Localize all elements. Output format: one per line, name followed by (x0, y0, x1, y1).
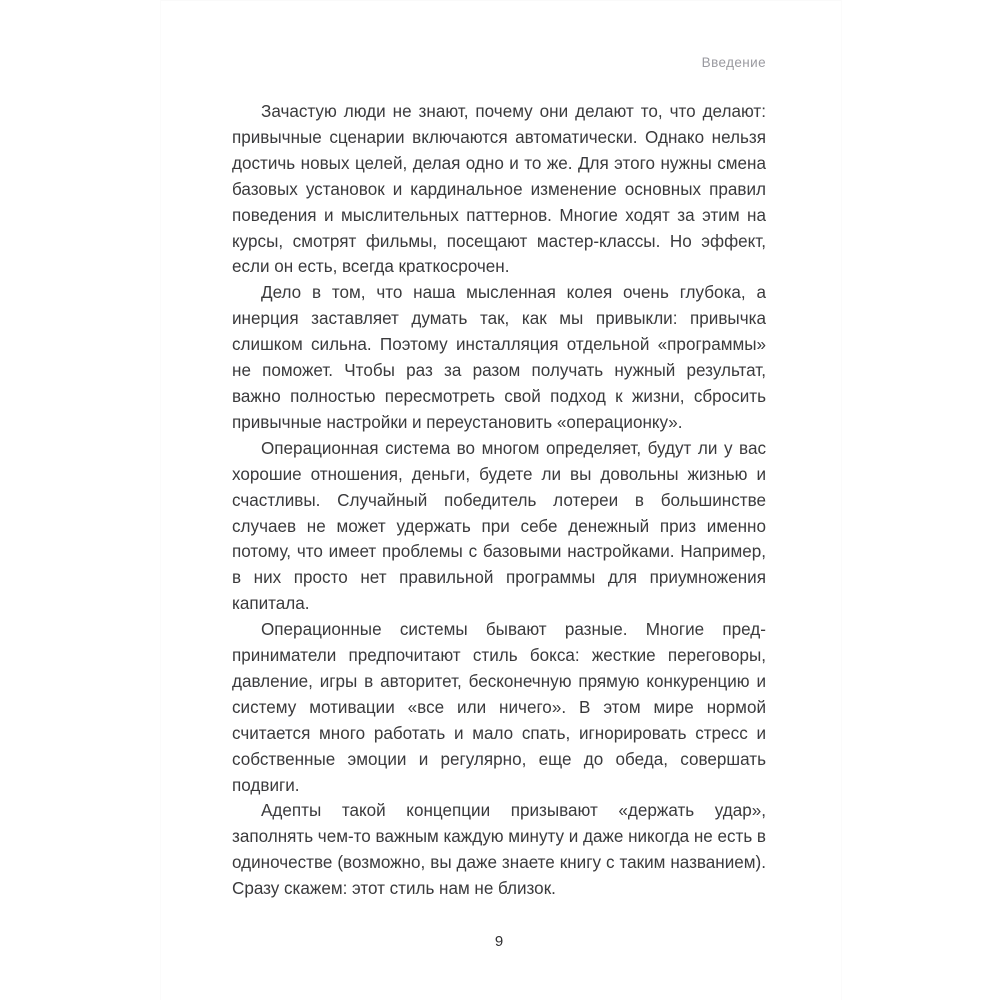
body-text-column (232, 99, 766, 902)
body-paragraph: Зачастую люди не знают, почему они делают то, что делают: привычные сценарии включаются автоматически. Однако нельзя достичь новых целей, делая одно и то же. Для этого нужны смена базовых установок и кардинальное изменение основных правил поведения и мыслительных паттернов. Многие ходят за этим на курсы, смотрят фильмы, посещают мастер-классы. Но эффект, если он есть, всегда краткосрочен. (232, 102, 766, 277)
page-number: 9 (494, 933, 504, 950)
body-paragraph: Операционная система во многом определяет, будут ли у вас хорошие отношения, деньги, будете ли вы довольны жизнью и счастливы. Случайный победитель лотереи в большинстве случаев не может удержать при себе денежный приз именно потому, что имеет проблемы с базовыми настройками. Например, в них просто нет правильной программы для приумножения капитала. (232, 438, 766, 614)
page-right-edge (841, 0, 842, 1000)
page-left-edge (160, 0, 161, 1000)
body-paragraph: Дело в том, что наша мысленная колея очень глубока, а инерция заставляет думать так, как мы привыкли: привычка слишком сильна. Поэтому инсталляция отдельной «программы» не поможет. Чтобы раз за разом получать нужный результат, важно полностью пересмотреть свой подход к жизни, сбросить привычные настройки и переустановить «операционку». (232, 283, 766, 432)
page-top-edge (160, 0, 841, 1)
body-paragraph: Адепты такой концепции призывают «держать удар», заполнять чем-то важным каждую минуту и даже никогда не есть в одиночестве (возможно, вы даже знаете книгу с таким названием). Сразу скажем: этот стиль нам не близок. (232, 801, 766, 899)
running-head: Введение (701, 55, 766, 70)
body-paragraph: Операционные системы бывают разные. Многие предприниматели предпочитают стиль бокса: жесткие переговоры, давление, игры в авторитет, бесконечную прямую конкуренцию и систему мотивации «все или ничего». В этом мире нормой считается много работать и мало спать, игнорировать стресс и собственные эмоции и регулярно, еще до обеда, совершать подвиги. (232, 620, 766, 795)
